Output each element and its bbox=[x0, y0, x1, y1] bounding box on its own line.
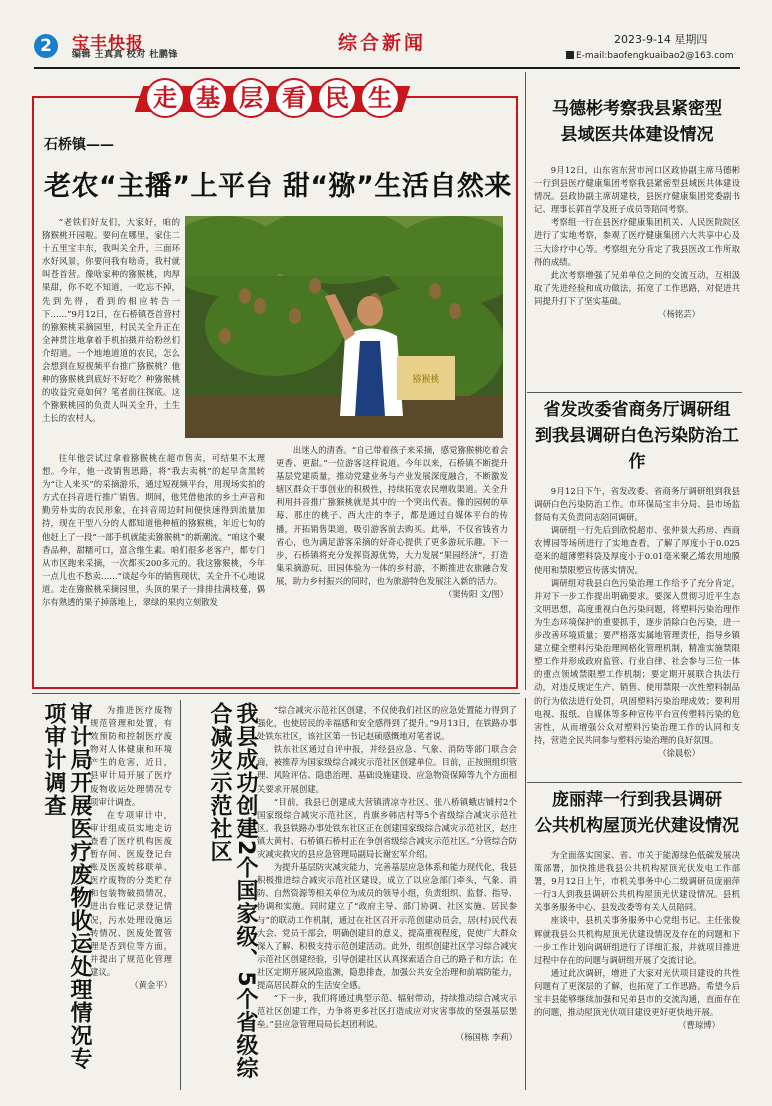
feature-paragraph: 往年他尝试过拿着猕猴桃在超市售卖，可结果不太理想。今年，他一改销售思路，将“我去卖桃”的起早贪黑转为“让人来买”的采摘游乐，通过短视频平台，用现场实拍的方式在抖音进行推广销售。期间，他凭借他浓的乡土声音和勤劳朴实的农民形象，在抖音周边时间便快速得到流量加持，现在干型八分的人都知道他种植的猕猴桃，年近七旬的他赶上了一段“一部手机就能卖猕猴桃”的新潮流。“咱这个聚香品种，甜糯可口，富含维生素。咱们很多老客户，都专门从市区跑来采摘，一次都买200多元的。我这猕猴桃，今年一点儿也不愁卖……”谈起今年的销售现状，关全升不心地说道。走在猕猴桃采摘园里，头顶的果子一排排挂满枝蔓，偶尔有熟透的果子掉落地上，翠绿的果肉立刻散发 bbox=[42, 453, 265, 608]
horizontal-divider bbox=[32, 693, 520, 694]
banner-char: 生 bbox=[360, 78, 400, 118]
article-title-line: 县域医共体建设情况 bbox=[560, 125, 714, 145]
article-title-line: 公共机构屋顶光伏建设情况 bbox=[535, 816, 739, 836]
article-paragraph: 通过此次调研，增进了大家对光伏项目建设的共性问题有了更深层的了解，也拓宽了工作思路。希望今后宝丰县能够继续加强和兄弟县市的交流沟通，直面存在的问题，推动屋顶光伏项目建设更好更快地开展。 bbox=[534, 967, 740, 1018]
article-paragraph: 9月12日，山东省东营市河口区政协副主席马德彬一行到县医疗健康集团考察我县紧密型县域医共体建设情况。县政协副主席胡建枝，县医疗健康集团党委副书记、理事长郭首学及班子成员等陪同考察。 bbox=[534, 165, 740, 215]
header-rule bbox=[34, 67, 740, 69]
column-divider bbox=[180, 700, 181, 1090]
article-paragraph: 为推进医疗废物规范管理和处置，有效预防和控制医疗废物对人体健康和环境产生的危害，近日，县审计局开展了医疗废物收运处理情况专项审计调查。 bbox=[90, 705, 172, 807]
horizontal-divider bbox=[527, 782, 742, 783]
article-byline: （徐晨松） bbox=[658, 747, 700, 758]
disaster-reduction-article-title: 我县成功创建2个国家级、5个省级综合减灾示范社区 bbox=[207, 702, 258, 1080]
contact-email[interactable] bbox=[566, 51, 733, 61]
banner-char: 层 bbox=[231, 78, 271, 118]
article-title-line: 马德彬考察我县紧密型 bbox=[552, 99, 722, 119]
article-paragraph: 调研组对我县白色污染治理工作给予了充分肯定，并对下一步工作提出明确要求。要深入贯彻习近平生态文明思想，高度重视白色污染问题，将塑料污染治理作为生态环境保护的重要抓手，逐步消除白色污染，进一步改善环境质量；要严格落实属地管理责任，指导乡镇建立健全塑料污染治理网格化管理机制，精准实施禁限塑工作并形成政府监管、行业自律、社会参与三位一体的重点领域禁限塑工作机制；要定期开展联合执法行动，对违反规定生产、销售、使用禁限一次性塑料制品的行为依法进行处罚，巩固塑料污染治理成效；要利用电视、报纸、自媒体等多种宣传平台宣传塑料污染的危害性，从而增强公众对塑料污染治理工作的认同和支持，营造全民共同参与塑料污染治理的良好氛围。 bbox=[534, 577, 740, 745]
feature-column-1 bbox=[42, 216, 180, 426]
article-paragraph: “综合减灾示范社区创建，不仅使我们社区的应急处置能力得到了强化，也使居民的幸福感和安全感得到了提升。”9月13日，在铁路办事处铁东社区，该社区第一书记赵硕感慨地对笔者说。 bbox=[257, 705, 517, 742]
article-paragraph: 为全面落实国家、省、市关于能源绿色低碳发展决策部署，加快推进我县公共机构屋顶光伏发电工作部署，9月12日上午，市机关事务中心二级调研员庞丽萍一行3人到我县调研公共机构屋顶光伏建设情况。县机关事务服务中心、县发改委等有关人员陪同。 bbox=[534, 850, 740, 913]
story-location: 石桥镇—— bbox=[44, 137, 114, 153]
article-byline: （杨铭芸） bbox=[658, 309, 700, 320]
square-bullet-icon bbox=[566, 51, 574, 59]
newspaper-name-logo: 宝丰快报 bbox=[72, 34, 144, 54]
right-article-3 bbox=[534, 787, 740, 1032]
svg-text:猕猴桃: 猕猴桃 bbox=[412, 375, 440, 385]
column-divider bbox=[525, 698, 526, 1090]
article-paragraph: “下一步，我们将通过典型示范、辐射带动，持续推动综合减灾示范社区创建工作，力争将更多社区打造成应对灾害事故的坚强基层堡垒。”县应急管理局局长赵团利说。 bbox=[257, 993, 517, 1030]
banner-char: 民 bbox=[317, 78, 357, 118]
banner-char: 看 bbox=[274, 78, 314, 118]
page-number: 2 bbox=[34, 34, 58, 58]
audit-article-body bbox=[90, 704, 172, 992]
audit-article-title: 审计局开展医疗废物收运处理情况专项审计调查 bbox=[41, 702, 92, 1070]
horizontal-divider bbox=[527, 392, 742, 393]
article-byline: （杨国栋 李莉） bbox=[455, 1032, 517, 1043]
banner-char: 基 bbox=[188, 78, 228, 118]
feature-headline: 老农“主播”上平台 甜“猕”生活自然来 bbox=[44, 171, 512, 202]
article-byline: （黄金平） bbox=[130, 979, 172, 990]
article-title-line: 省发改委省商务厅调研组 bbox=[543, 400, 731, 420]
kiwi-orchard-photo bbox=[185, 216, 503, 438]
article-byline: （曹琼博） bbox=[678, 1020, 720, 1031]
banner-char: 走 bbox=[145, 78, 185, 118]
article-paragraph: 9月12日下午，省发改委、省商务厅调研组到我县调研白色污染防治工作。市环保局宝丰分局、县市场监督局有关负责同志陪同调研。 bbox=[534, 486, 740, 523]
feature-byline: （窦传阳 文/图） bbox=[443, 589, 508, 600]
article-title-line: 到我县调研白色污染防治工作 bbox=[535, 426, 739, 472]
right-article-2 bbox=[534, 397, 740, 760]
article-paragraph: 考察组一行在县医疗健康集团机关、人民医院院区进行了实地考察，参观了医疗健康集团六大共享中心及三大诊疗中心等。考察组充分肯定了我县医改工作所取得的成绩。 bbox=[534, 217, 740, 267]
column-divider bbox=[525, 72, 526, 690]
feature-column-3 bbox=[276, 444, 508, 601]
article-title-line: 庞丽萍一行到我县调研 bbox=[552, 790, 722, 810]
feature-banner bbox=[139, 78, 406, 120]
article-paragraph: 在专项审计中，审计组成员实地走访查看了医疗机构医废暂存间、医废登记台账及医废转移联单、医疗废物的分类贮存和包装物破损情况，进出台账记录登记情况，污水处理设施运转情况、医废处置管理是否到位等方面，并提出了规范化管理建议。 bbox=[90, 809, 172, 977]
email-text[interactable]: E-mail:baofengkuaibao2@163.com bbox=[576, 51, 734, 61]
article-paragraph: 此次考察增强了兄弟单位之间的交流互动，互相汲取了先进经验和成功做法，拓宽了工作思路，对促进共同提升打下了坚实基础。 bbox=[534, 269, 740, 306]
section-title: 综合新闻 bbox=[338, 32, 427, 54]
article-paragraph: 铁东社区通过自评申报，并经县应急、气象、消防等部门联合会商，被推荐为国家级综合减灾示范社区创建单位。目前，正按照组织管理、风险评估、隐患治理、基础设施建设、应急物资保障等九个方面相关要求开展创建。 bbox=[257, 744, 517, 794]
disaster-reduction-article-body bbox=[257, 704, 517, 1044]
feature-paragraph: “老铁们好友们，大家好，咱的猕猴桃开园啦。要问在哪里，家住二十五里宝丰东，我叫关全升，三面环水好风景，你要问我有啥奇，我村就叫苍首营。像啥家种的猕猴桃，肉厚果甜，你不吃不知道，一吃忘不掉，先到先得，看到的相应转告一下……”9月12日，在石桥镇苍首营村的猕猴桃采摘园里，村民关全升正在全神贯注地拿着手机拍摄并给粉丝们介绍道。一个地地道道的农民，怎么会想到在短视频平台推广猕猴桃？他种的猕猴桃到底好不好吃？种猕猴桃的收益究竟如何？笔者前往探底。这个猕猴桃园的负责人叫关全升，土生土长的农村人。 bbox=[42, 217, 180, 424]
right-article-1 bbox=[534, 96, 740, 321]
feature-column-2 bbox=[42, 452, 265, 609]
issue-date: 2023-9-14 星期四 bbox=[614, 33, 708, 46]
article-paragraph: 调研组一行先后到欣悦超市、张仲景大药房、西商农博园等场所进行了实地查看，了解了厚度小于0.025毫米的超薄塑料袋及厚度小于0.01毫米聚乙烯农用地膜使用和禁限塑宣传落实情况。 bbox=[534, 525, 740, 575]
article-paragraph: “目前，我县已创建成大营镇清凉寺社区、张八桥镇蛾店铺村2个国家级综合减灾示范社区，肖旗乡韩店村等5个省级综合减灾示范社区。我县铁路办事处铁东社区正在创建国家级综合减灾示范社区，赵庄镇大黄村、石桥镇石桥村正在争创省级综合减灾示范社区。”分管综合防灾减灾救灾的县应急管理局副局长谢宏军介绍。 bbox=[257, 796, 517, 860]
article-paragraph: 座谈中，县机关事务服务中心党组书记、主任张俊辉就我县公共机构屋顶光伏建设情况及存在的问题和下一步工作计划向调研组进行了详细汇报，并就项目推进过程中存在的问题与调研组开展了交流讨论。 bbox=[534, 915, 740, 965]
feature-paragraph: 出迷人的清香。“自己带着孩子来采摘，感觉猕猴桃吃着会更香、更甜。”一位游客这样说道。今年以来，石桥镇不断提升基层党建质量，推动党建业务与产业发展深度融合，不断激发辖区群众干事创业的积极性，持续拓宽农民增收渠道。关全升利用抖音推广猕猴桃就是其中的一个突出代表。像的园树的草莓、那庄的桃子、西大庄的李子，都是通过自媒体平台的传播，开拓销售渠道，吸引游客前去购买。此举，不仅省钱省力省心，也为满足游客采摘的好奇心提供了更多游玩乐趣。下一步，石桥镇将充分发挥资源优势，大力发展“果园经济”，打造集采摘游玩、田园体验为一体的乡村游，不断推进农旅融合发展，助力乡村振兴的同时，也为旅游特色发展注入新的活力。 bbox=[276, 445, 508, 586]
article-paragraph: 为提升基层防灾减灾能力，完善基层应急体系和能力现代化，我县积极推进综合减灾示范社区建设，成立了以应急部门牵头，气象、消防、自然资源等相关单位为成员的领导小组，负责组织、监督、指导、协调和实施。同时建立了“政府主导、部门协调、社区实施、居民参与”的联动工作机制，通过在社区召开示范创建动员会，居(村)民代表大会、党员干部会，明确创建目的意义，提高重视程度，促使广大群众深入了解、积极支持示范创建活动。此外，组织创建社区学习综合减灾示范社区创建经验，引导创建社区认真探索适合自己的路子和方法；在社区定期开展风险监测，隐患排查，加强公共安全治理和前端防能力，提高居民群众的生活安全感。 bbox=[257, 862, 517, 990]
editors-line: 编辑 王真真 校对 杜鹏锋 bbox=[72, 50, 178, 60]
